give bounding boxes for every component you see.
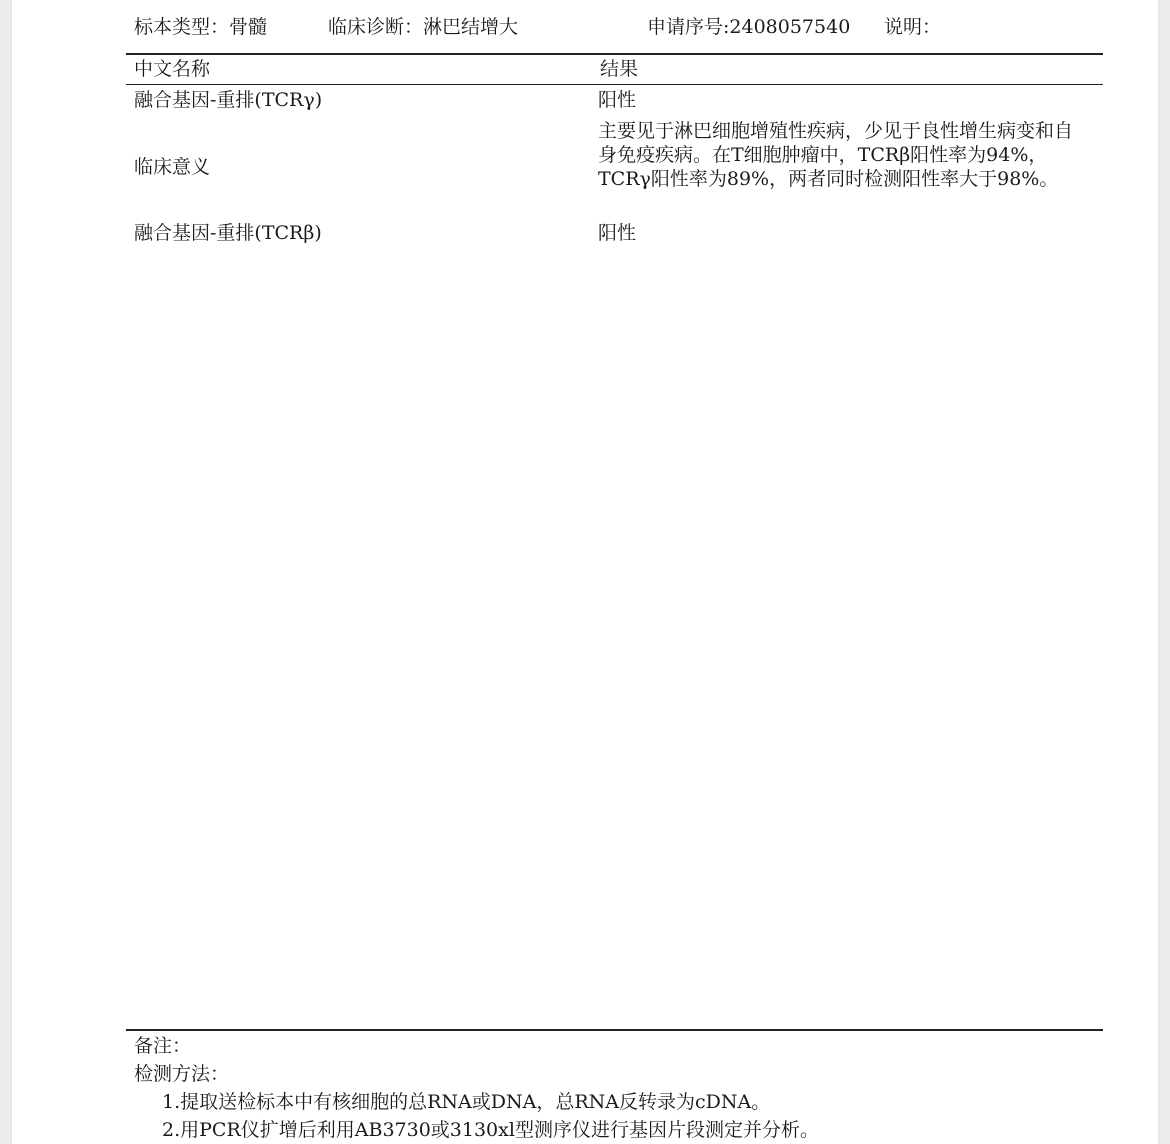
- row-tcr-gamma-result: 阳性: [598, 89, 637, 111]
- row-tcr-beta-name: 融合基因-重排(TCRβ): [134, 222, 322, 244]
- row-tcr-beta-result: 阳性: [598, 222, 637, 244]
- table-header-rule: [126, 84, 1103, 85]
- request-number: 申请序号:2408057540: [647, 16, 851, 38]
- method-step-1: 1.提取送检标本中有核细胞的总RNA或DNA，总RNA反转录为cDNA。: [162, 1091, 771, 1113]
- row-clinical-significance-name: 临床意义: [134, 156, 211, 178]
- column-header-name: 中文名称: [134, 58, 211, 80]
- explanation-label: 说明：: [884, 16, 942, 38]
- row-clinical-significance-text: 主要见于淋巴细胞增殖性疾病，少见于良性增生病变和自身免疫疾病。在T细胞肿瘤中，TCRβ阳性率为94%，TCRγ阳性率为89%，两者同时检测阳性率大于98%。: [598, 120, 1074, 190]
- method-step-2: 2.用PCR仪扩增后利用AB3730或3130xl型测序仪进行基因片段测定并分析。: [162, 1119, 819, 1141]
- remark-label: 备注：: [134, 1035, 192, 1057]
- method-label: 检测方法：: [134, 1063, 230, 1085]
- row-tcr-gamma-name: 融合基因-重排(TCRγ): [134, 89, 323, 111]
- column-header-result: 结果: [600, 58, 639, 80]
- specimen-info-row: [12, 12, 1158, 42]
- specimen-type: 标本类型：骨髓: [134, 16, 268, 38]
- report-page: [12, 0, 1158, 1144]
- clinical-diagnosis: 临床诊断：淋巴结增大: [328, 16, 519, 38]
- table-top-rule: [126, 53, 1103, 55]
- notes-top-rule: [126, 1029, 1103, 1031]
